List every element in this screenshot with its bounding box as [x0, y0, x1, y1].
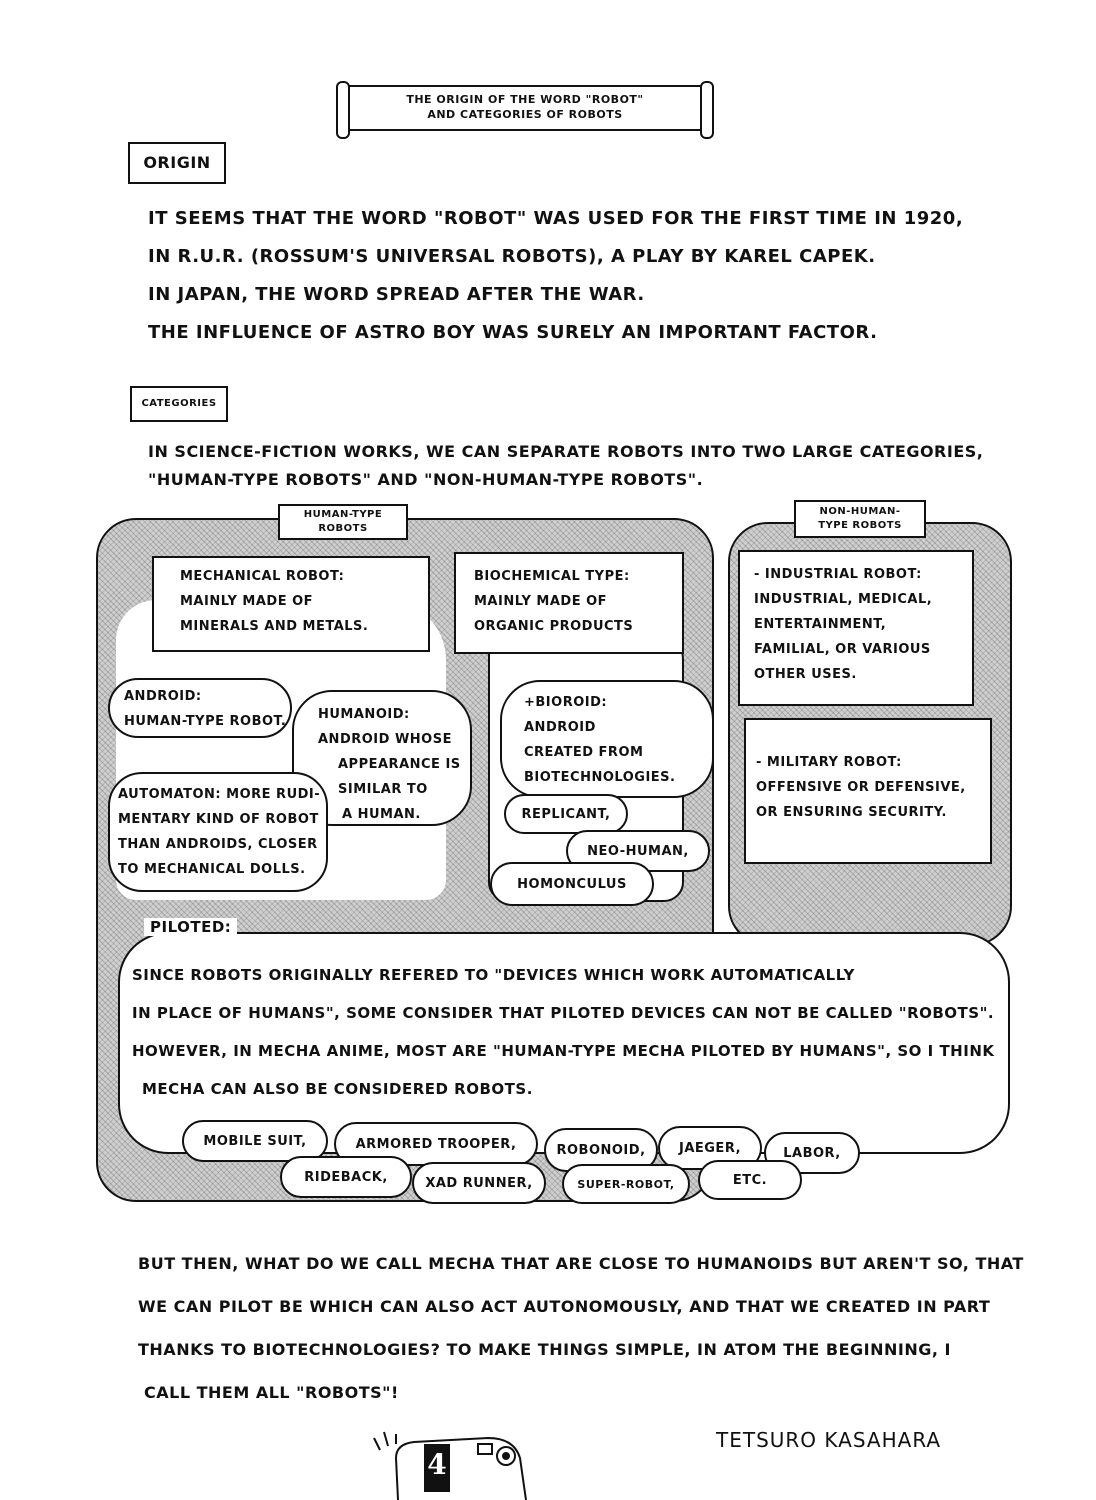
human-type-tag: [278, 504, 408, 540]
example-label: SUPER-ROBOT,: [577, 1177, 675, 1191]
signature: TETSURO KASAHARA: [716, 1428, 942, 1452]
categories-line: "HUMAN-TYPE ROBOTS" AND "NON-HUMAN-TYPE ROBOTS".: [148, 470, 704, 489]
banner-line-2: AND CATEGORIES OF ROBOTS: [427, 108, 623, 121]
page-number-robot-drawing: [366, 1428, 546, 1500]
industrial-line: FAMILIAL, OR VARIOUS: [754, 642, 931, 657]
origin-line: THE INFLUENCE OF ASTRO BOY WAS SURELY AN IMPORTANT FACTOR.: [148, 322, 878, 343]
replicant-bubble: [504, 794, 628, 834]
automaton-line: THAN ANDROIDS, CLOSER: [118, 837, 318, 852]
industrial-line: INDUSTRIAL, MEDICAL,: [754, 592, 933, 607]
humanoid-line: SIMILAR TO: [338, 782, 428, 797]
industrial-line: - INDUSTRIAL ROBOT:: [754, 567, 922, 582]
piloted-line: HOWEVER, IN MECHA ANIME, MOST ARE "HUMAN-TYPE MECHA PILOTED BY HUMANS", SO I THINK: [132, 1042, 995, 1060]
non-human-type-tag-line: NON-HUMAN-: [819, 506, 901, 517]
closing-line: CALL THEM ALL "ROBOTS"!: [144, 1383, 399, 1402]
example-label: ETC.: [732, 1172, 768, 1188]
military-line: OFFENSIVE OR DEFENSIVE,: [756, 780, 966, 795]
example-label: ROBONOID,: [556, 1142, 646, 1158]
example-label: XAD RUNNER,: [425, 1175, 533, 1191]
military-line: - MILITARY ROBOT:: [756, 755, 902, 770]
closing-line: WE CAN PILOT BE WHICH CAN ALSO ACT AUTONOMOUSLY, AND THAT WE CREATED IN PART: [138, 1297, 991, 1316]
replicant-label: REPLICANT,: [521, 806, 611, 822]
mechanical-line: MECHANICAL ROBOT:: [180, 569, 345, 584]
closing-paragraph: [138, 1242, 1024, 1414]
categories-label: CATEGORIES: [141, 398, 217, 409]
piloted-label: PILOTED:: [144, 918, 237, 936]
bioroid-bubble: [500, 680, 714, 798]
bioroid-line: CREATED FROM: [524, 745, 644, 760]
origin-line: IT SEEMS THAT THE WORD "ROBOT" WAS USED FOR THE FIRST TIME IN 1920,: [148, 208, 964, 229]
origin-line: IN R.U.R. (ROSSUM'S UNIVERSAL ROBOTS), A PLAY BY KAREL CAPEK.: [148, 246, 876, 267]
industrial-line: OTHER USES.: [754, 667, 857, 682]
closing-line: THANKS TO BIOTECHNOLOGIES? TO MAKE THINGS SIMPLE, IN ATOM THE BEGINNING, I: [138, 1340, 951, 1359]
biochemical-line: ORGANIC PRODUCTS: [474, 619, 634, 634]
example-pill: [280, 1156, 412, 1198]
bioroid-line: ANDROID: [524, 720, 596, 735]
automaton-line: AUTOMATON: MORE RUDI-: [118, 787, 321, 802]
origin-line: IN JAPAN, THE WORD SPREAD AFTER THE WAR.: [148, 284, 645, 305]
android-line: HUMAN-TYPE ROBOT.: [124, 714, 287, 729]
example-pill: [562, 1164, 690, 1204]
neo-human-label: NEO-HUMAN,: [587, 843, 689, 859]
industrial-robot-box: [738, 550, 974, 706]
homonculus-label: HOMONCULUS: [517, 876, 627, 892]
automaton-line: MENTARY KIND OF ROBOT: [118, 812, 319, 827]
automaton-bubble: [108, 772, 328, 892]
piloted-line: IN PLACE OF HUMANS", SOME CONSIDER THAT PILOTED DEVICES CAN NOT BE CALLED "ROBOTS".: [132, 1004, 995, 1022]
page-number: 4: [427, 1448, 447, 1481]
bioroid-line: +BIOROID:: [524, 695, 608, 710]
example-pill: [698, 1160, 802, 1200]
bioroid-line: BIOTECHNOLOGIES.: [524, 770, 676, 785]
biochemical-line: BIOCHEMICAL TYPE:: [474, 569, 630, 584]
example-label: MOBILE SUIT,: [203, 1133, 307, 1149]
homonculus-bubble: [490, 862, 654, 906]
origin-label-box: [128, 142, 226, 184]
piloted-line: MECHA CAN ALSO BE CONSIDERED ROBOTS.: [142, 1080, 533, 1098]
automaton-line: TO MECHANICAL DOLLS.: [118, 862, 306, 877]
origin-label: ORIGIN: [143, 153, 211, 172]
categories-label-box: [130, 386, 228, 422]
military-line: OR ENSURING SECURITY.: [756, 805, 947, 820]
categories-line: IN SCIENCE-FICTION WORKS, WE CAN SEPARATE ROBOTS INTO TWO LARGE CATEGORIES,: [148, 442, 984, 461]
example-label: LABOR,: [783, 1145, 841, 1161]
non-human-type-tag: [794, 500, 926, 538]
banner-line-1: THE ORIGIN OF THE WORD "ROBOT": [406, 93, 644, 106]
human-type-tag-line: HUMAN-TYPE: [303, 509, 383, 520]
humanoid-line: HUMANOID:: [318, 707, 410, 722]
example-label: ARMORED TROOPER,: [355, 1136, 517, 1152]
piloted-paragraph: [132, 956, 995, 1108]
mechanical-line: MAINLY MADE OF: [180, 594, 314, 609]
biochemical-line: MAINLY MADE OF: [474, 594, 608, 609]
human-type-tag-line: ROBOTS: [318, 523, 368, 534]
humanoid-line: APPEARANCE IS: [338, 757, 461, 772]
piloted-line: SINCE ROBOTS ORIGINALLY REFERED TO "DEVICES WHICH WORK AUTOMATICALLY: [132, 966, 855, 984]
military-robot-box: [744, 718, 992, 864]
android-bubble: [108, 678, 292, 738]
example-label: JAEGER,: [678, 1140, 742, 1156]
example-pill: [412, 1162, 546, 1204]
biochemical-type-box: [454, 552, 684, 654]
mechanical-line: MINERALS AND METALS.: [180, 619, 369, 634]
mechanical-robot-box: [152, 556, 430, 652]
humanoid-line: ANDROID WHOSE: [318, 732, 452, 747]
humanoid-line: A HUMAN.: [342, 807, 421, 822]
non-human-type-tag-line: TYPE ROBOTS: [818, 520, 902, 531]
android-line: ANDROID:: [124, 689, 202, 704]
origin-paragraph: [148, 200, 963, 352]
example-label: RIDEBACK,: [304, 1169, 388, 1185]
closing-line: BUT THEN, WHAT DO WE CALL MECHA THAT ARE CLOSE TO HUMANOIDS BUT AREN'T SO, THAT: [138, 1254, 1024, 1273]
title-banner: [346, 85, 704, 131]
categories-paragraph: [148, 438, 983, 494]
industrial-line: ENTERTAINMENT,: [754, 617, 887, 632]
